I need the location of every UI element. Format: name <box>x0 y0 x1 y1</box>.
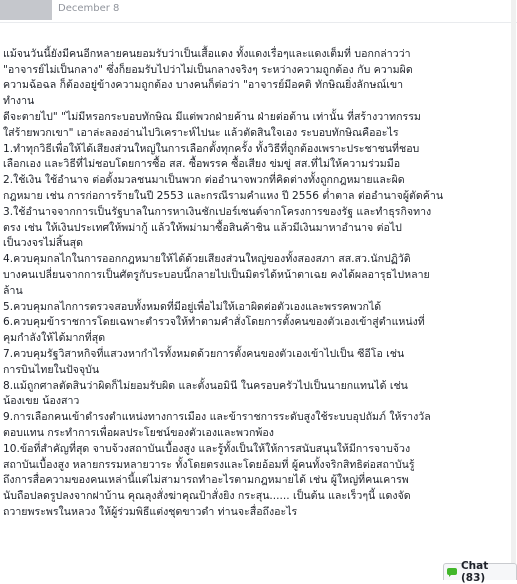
post-body <box>3 31 513 537</box>
post-line: เป็นวงจรไม่สิ้นสุด <box>3 237 83 250</box>
post-line: ถวายพระพรในหลวง ให้ผู้ร่วมพิธีแต่งชุดขาวดำ ท่านจะสื่อถึงอะไร <box>3 505 298 518</box>
chat-label: Chat (83) <box>460 560 489 584</box>
post-line: กฎหมาย เช่น การก่อการร้ายในปี 2553 และกรณีรามคำแหง ปี 2556 ต่ำตาล ต่ออำนาจผู้ตัดค้าน <box>3 189 444 202</box>
post-line: 8.แม้ถูกศาลตัดสินว่าผิดก็ไม่ยอมรับผิด และตั้งนอมินี ในครอบครัวไปเป็นนายกแทนได้ เช่น <box>3 379 408 392</box>
post-line: ใส่ร้ายพวกเขา" เอาล่ะลองอ่านไปวิเคราะห์ไปนะ แล้วตัดสินใจเอง ระบอบทักษิณคืออะไร <box>3 126 399 139</box>
post-line: นับถือปลดรูปลงจากฝาบ้าน คุณลุงสั่งฆ่าคุณป้าสั่งยิง กระสุน...... เป็นต้น และเร็วๆนี้ แดงจัด <box>3 490 411 503</box>
post-line: ความฉ้อฉล ก็ต้องอยู่ข้างความถูกต้อง บางคนก็ต่อว่า "อาจารย์มีอคติ ทักษิณยิ่งลักษณ์เขา <box>3 79 404 92</box>
post-line: ถึงการสื่อความของคนเหล่านี้แต่ไม่สามารถทำอะไรตามกฎหมายได้ เช่น ผู้ใหญ่ที่คนเคารพ <box>3 474 409 487</box>
post-line: บางคนเปลี่ยนจากการเป็นศัตรูกับระบอบนี้กลายไปเป็นมิตรได้หน้าตาเฉย คงได้ผลอารุธไปหลาย <box>3 268 430 281</box>
post-line: 4.ควบคุมกลไกในการออกกฎหมายให้ได้ด้วยเสียงส่วนใหญ่ของทั้งสองสภา สส.สว.นักปฏิวัติ <box>3 253 411 266</box>
post-line: 3.ใช้อำนาจจากการเป็นรัฐบาลในการหาเงินชักเปอร์เซนต์จากโครงการของรัฐ และทำธุรกิจทาง <box>3 205 432 218</box>
post-line: 1.ทำทุกวิธีเพื่อให้ได้เสียงส่วนใหญ่ในการเลือกตั้งทุกครั้ง ทั้งวิธีที่ถูกต้องเพราะประชาชนที่ชอบ <box>3 142 420 155</box>
post-line: ตอบแทน กระทำการเพื่อผลประโยชน์ของตัวเองและพวกพ้อง <box>3 426 274 439</box>
post-header <box>0 0 517 23</box>
post-line: คุมกำลังให้ได้มากที่สุด <box>3 332 106 345</box>
post-line: ดีจะตายไป" "ไม่มีหรอกระบอบทักษิณ มีแต่พวกฝ่ายค้าน ฝ่ายต่อต้าน เท่านั้น ที่สร้างวาทกรรม <box>3 110 421 123</box>
post-line: แม้จนวันนี้ยังมีคนอีกหลายคนยอมรับว่าเป็นเสื้อแดง ทั้งแดงเรื่อๆและแดงเต็มที่ บอกกล่าวว่า <box>3 47 411 60</box>
post-line: "อาจารย์ไม่เป็นกลาง" ซึ่งก็ยอมรับไปว่าไม่เป็นกลางจริงๆ ระหว่างความถูกต้อง กับ ความผิด <box>3 63 413 76</box>
post-line: 5.ควบคุมกลไกการตรวจสอบทั้งหมดที่มีอยู่เพื่อไม่ให้เอาผิดต่อตัวเองและพรรคพวกได้ <box>3 300 382 313</box>
profile-avatar[interactable] <box>0 0 52 20</box>
post-line: ตรง เช่น ให้เงินประเทศให้พม่ากู้ แล้วให้พม่ามาซื้อสินค้าชิน แล้วมีเงินมาหาอำนาจ ต่อไป <box>3 221 402 234</box>
post-line: ล้าน <box>3 284 23 297</box>
post-line: เลือกเอง และวิธีที่ไม่ชอบโดยการซื้อ สส. ซื้อพรรค ซื้อเสียง ข่มขู่ สส.ที่ไม่ให้ความร่วมมือ <box>3 158 401 171</box>
post-line: การบินไทยในปัจจุบัน <box>3 363 100 376</box>
post-line: ทำงาน <box>3 95 35 108</box>
post-line: 6.ควบคุมข้าราชการโดยเฉพาะตำรวจให้ทำตามคำสั่งโดยการตั้งคนของตัวเองเข้าสู่ตำแหน่งที่ <box>3 316 425 329</box>
post-line: 10.ข้อที่สำคัญที่สุด จาบจ้วงสถาบันเบื้องสูง และรู้ทั้งเป็นให้ให้การสนับสนุนให้มีการจาบจ้วง <box>3 442 411 455</box>
post-line: สถาบันเบื้องสูง หลายกรรมหลายวาระ ทั้งโดยตรงและโดยอ้อมที่ ผู้คนทั้งจริกสิทธิต่อสถาบันรู้ <box>3 458 415 471</box>
chat-bubble-icon <box>447 567 457 577</box>
chat-tab-button[interactable] <box>443 560 517 584</box>
post-line: น้องเขย น้องสาว <box>3 395 80 408</box>
post-date[interactable]: December 8 <box>58 3 120 14</box>
post-line: 9.การเลือกคนเข้าดำรงตำแหน่งทางการเมือง และข้าราชการระดับสูงใช้ระบบอุปถัมภ์ ให้รางวัล <box>3 411 431 424</box>
post-line: 2.ใช้เงิน ใช้อำนาจ ต่อตั้งมวลชนมาเป็นพวก ต่ออำนาจพวกที่คิดต่างทั้งถูกกฎหมายและผิด <box>3 174 405 187</box>
post-line: 7.ควบคุมรัฐวิสาหกิจที่แสวงหากำไรทั้งหมดด้วยการตั้งคนของตัวเองเข้าไปเป็น ซีอีโอ เช่น <box>3 347 405 360</box>
